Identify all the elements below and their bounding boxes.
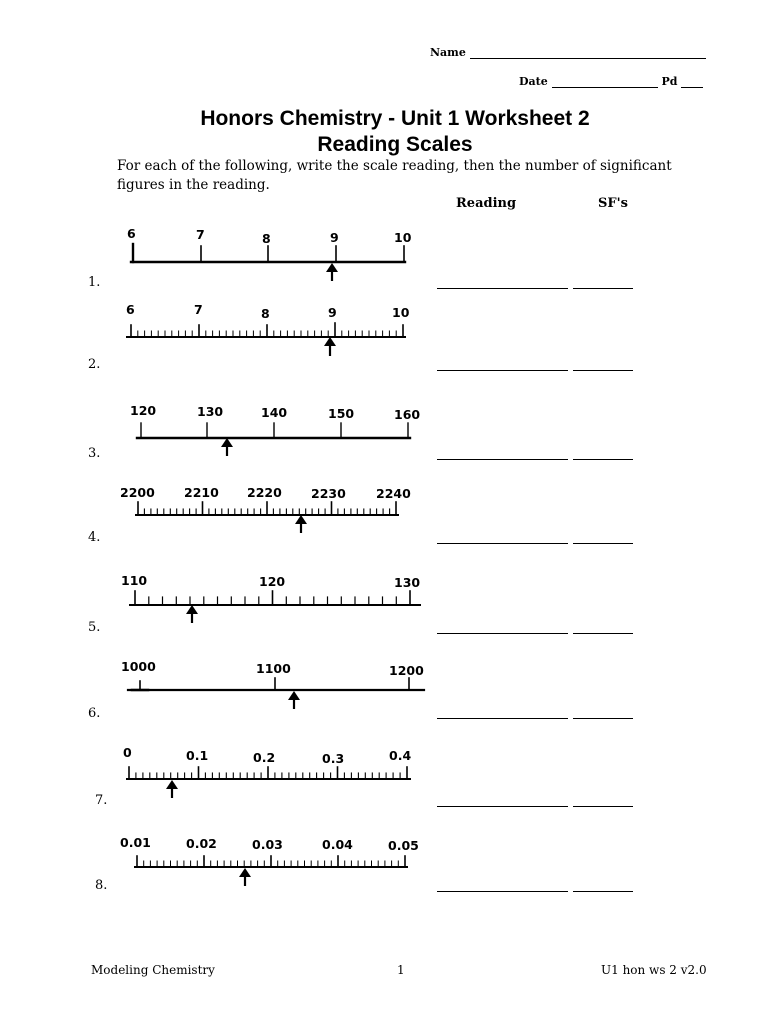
question-number-5: 5. xyxy=(88,620,101,635)
arrow-5 xyxy=(186,605,198,623)
scale-7 xyxy=(127,767,410,779)
scale-7-label: 0.3 xyxy=(322,751,345,766)
scale-6-label: 1000 xyxy=(121,659,156,674)
scale-2-label: 6 xyxy=(126,302,135,317)
scale-4-label: 2230 xyxy=(311,486,346,501)
sf-column-header: SF's xyxy=(598,196,628,211)
instructions: For each of the following, write the scale reading, then the number of significant figures in the reading. xyxy=(117,158,672,193)
question-number-7: 7. xyxy=(95,793,108,808)
scale-4-label: 2240 xyxy=(376,486,411,501)
scale-8-label: 0.03 xyxy=(252,837,283,852)
scale-4 xyxy=(136,502,398,515)
arrow-7 xyxy=(166,780,178,798)
question-number-2: 2. xyxy=(88,357,101,372)
scale-7-label: 0.4 xyxy=(389,748,412,763)
arrow-6 xyxy=(288,691,300,709)
scale-2-label: 8 xyxy=(261,306,270,321)
scale-4-label: 2200 xyxy=(120,485,155,500)
footer-page-number: 1 xyxy=(397,963,405,977)
scale-3-label: 130 xyxy=(197,404,224,419)
scale-1-label: 7 xyxy=(196,227,205,242)
scale-2-label: 9 xyxy=(328,305,337,320)
question-number-3: 3. xyxy=(88,446,101,461)
footer-course: Modeling Chemistry xyxy=(91,963,215,977)
scale-3-label: 160 xyxy=(394,407,421,422)
reading-column-header: Reading xyxy=(456,196,517,211)
scale-1-label: 8 xyxy=(262,231,271,246)
scale-1-label: 10 xyxy=(394,230,412,245)
scale-6-label: 1100 xyxy=(256,661,291,676)
scale-5-label: 130 xyxy=(394,575,421,590)
question-number-8: 8. xyxy=(95,878,108,893)
scale-3-label: 120 xyxy=(130,403,157,418)
page-title: Honors Chemistry - Unit 1 Worksheet 2 xyxy=(200,107,590,130)
scale-2-label: 7 xyxy=(194,302,203,317)
scale-3 xyxy=(137,423,410,438)
scale-6-label: 1200 xyxy=(389,663,424,678)
scale-3-label: 140 xyxy=(261,405,288,420)
scale-7-label: 0 xyxy=(123,745,132,760)
question-number-4: 4. xyxy=(88,530,101,545)
period-label: Pd xyxy=(661,75,678,88)
arrow-3 xyxy=(221,438,233,456)
scale-3-label: 150 xyxy=(328,406,355,421)
scale-2 xyxy=(127,323,405,337)
scale-1-label: 6 xyxy=(127,226,136,241)
scale-1 xyxy=(131,244,405,262)
scale-4-label: 2210 xyxy=(184,485,219,500)
arrow-4 xyxy=(295,515,307,533)
scale-7-label: 0.1 xyxy=(186,748,209,763)
arrow-8 xyxy=(239,868,251,886)
arrow-2 xyxy=(324,337,336,356)
question-number-6: 6. xyxy=(88,706,101,721)
scale-6 xyxy=(128,678,424,690)
scale-4-label: 2220 xyxy=(247,485,282,500)
arrow-1 xyxy=(326,263,338,281)
scale-8 xyxy=(135,856,407,867)
scale-7-label: 0.2 xyxy=(253,750,276,765)
question-number-1: 1. xyxy=(88,275,101,290)
date-label: Date xyxy=(519,75,548,88)
scale-8-label: 0.01 xyxy=(120,835,151,850)
scale-1-label: 9 xyxy=(330,230,339,245)
scale-8-label: 0.05 xyxy=(388,838,419,853)
scale-2-label: 10 xyxy=(392,305,410,320)
page-subtitle: Reading Scales xyxy=(317,133,473,156)
name-label: Name xyxy=(430,46,466,59)
footer-version: U1 hon ws 2 v2.0 xyxy=(601,963,707,977)
scale-8-label: 0.02 xyxy=(186,836,217,851)
scale-5-label: 120 xyxy=(259,574,286,589)
scale-5-label: 110 xyxy=(121,573,148,588)
scale-8-label: 0.04 xyxy=(322,837,353,852)
scale-5 xyxy=(130,591,420,605)
